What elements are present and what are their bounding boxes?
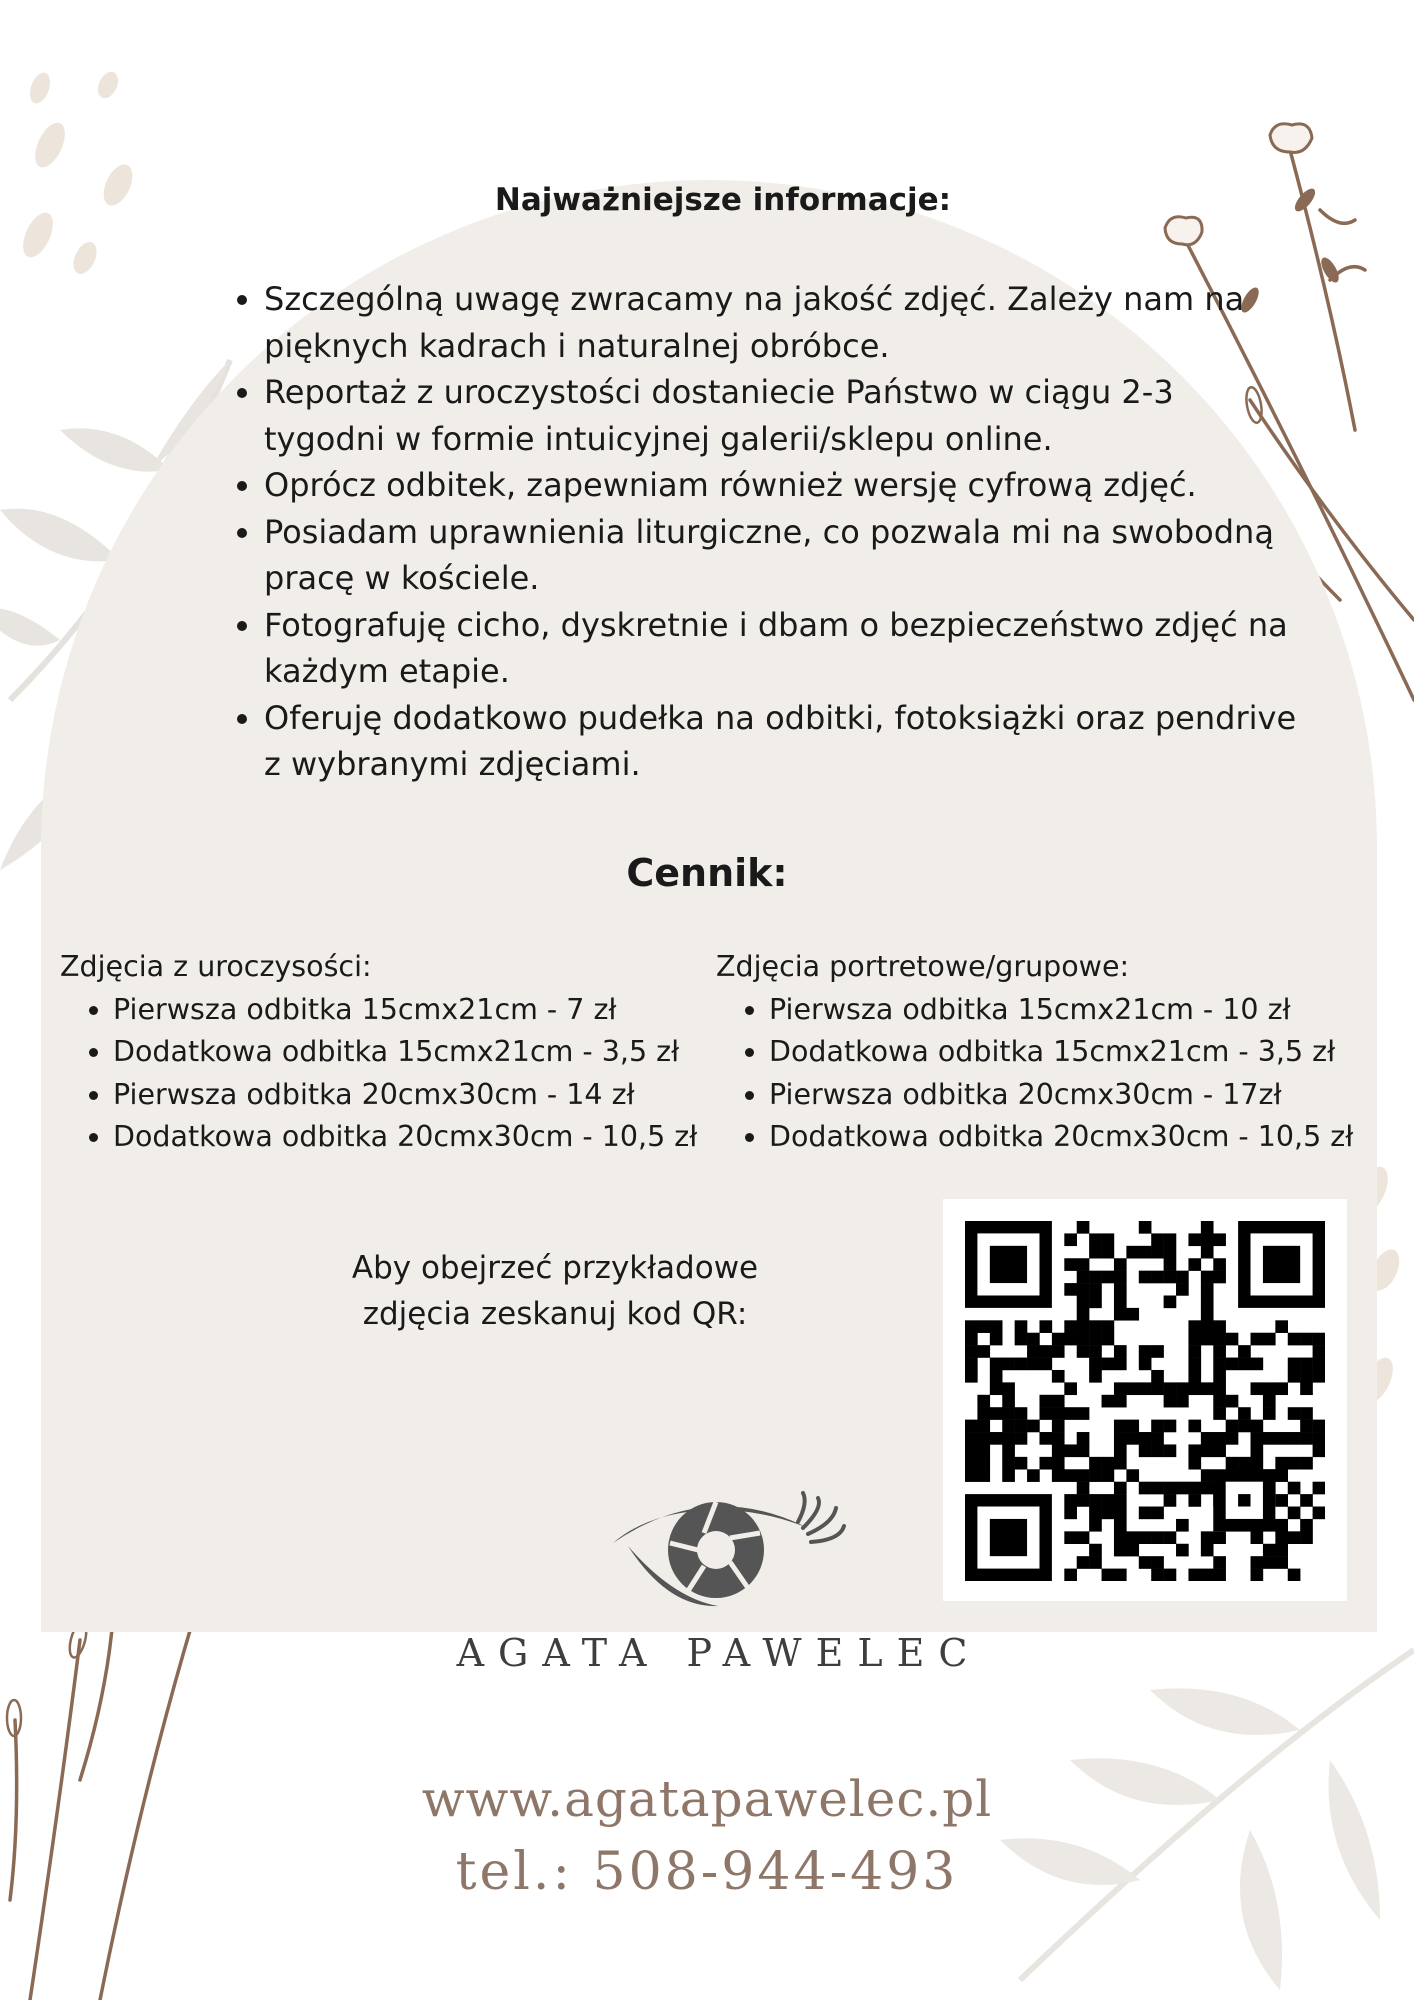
- price-item: • Pierwsza odbitka 20cmx30cm - 14 zł: [113, 1074, 697, 1117]
- portrait-heading: Zdjęcia portretowe/grupowe:: [716, 950, 1130, 983]
- price-item: • Dodatkowa odbitka 20cmx30cm - 10,5 zł: [113, 1116, 697, 1159]
- website-link[interactable]: www.agatapawelec.pl: [421, 1770, 993, 1828]
- info-item: • Szczególną uwagę zwracamy na jakość zdjęć. Zależy nam na pięknych kadrach i naturalnej obróbce.: [264, 276, 1304, 369]
- price-item: • Pierwsza odbitka 20cmx30cm - 17zł: [769, 1074, 1353, 1117]
- portrait-price-list: [716, 989, 1353, 1159]
- info-item: • Reportaż z uroczystości dostaniecie Państwo w ciągu 2-3 tygodni w formie intuicyjnej galerii/sklepu online.: [264, 369, 1304, 462]
- portrait-prices: [716, 946, 1353, 1159]
- info-item: • Oprócz odbitek, zapewniam również wersję cyfrową zdjęć.: [264, 462, 1304, 509]
- brand-name: AGATA PAWELEC: [456, 1631, 982, 1675]
- info-heading: Najważniejsze informacje:: [494, 182, 952, 218]
- price-item: • Pierwsza odbitka 15cmx21cm - 7 zł: [113, 989, 697, 1032]
- qr-code[interactable]: [943, 1199, 1347, 1601]
- qr-instruction: [305, 1245, 805, 1337]
- qr-instruction-line: zdjęcia zeskanuj kod QR:: [362, 1296, 748, 1332]
- info-item: • Oferuję dodatkowo pudełka na odbitki, fotoksiążki oraz pendrive z wybranymi zdjęciami.: [264, 695, 1304, 788]
- price-item: • Dodatkowa odbitka 20cmx30cm - 10,5 zł: [769, 1116, 1353, 1159]
- ceremony-prices: [60, 946, 697, 1159]
- ceremony-heading: Zdjęcia z uroczysości:: [60, 950, 372, 983]
- ceremony-price-list: [60, 989, 697, 1159]
- price-item: • Dodatkowa odbitka 15cmx21cm - 3,5 zł: [769, 1031, 1353, 1074]
- phone-number[interactable]: tel.: 508-944-493: [455, 1842, 959, 1902]
- info-list: [227, 276, 1304, 788]
- price-item: • Pierwsza odbitka 15cmx21cm - 10 zł: [769, 989, 1353, 1032]
- qr-instruction-line: Aby obejrzeć przykładowe: [351, 1250, 759, 1286]
- qr-code-image: [965, 1221, 1325, 1581]
- info-item: • Posiadam uprawnienia liturgiczne, co pozwala mi na swobodną pracę w kościele.: [264, 509, 1304, 602]
- eye-aperture-logo: [608, 1488, 848, 1618]
- info-item: • Fotografuję cicho, dyskretnie i dbam o bezpieczeństwo zdjęć na każdym etapie.: [264, 602, 1304, 695]
- price-item: • Dodatkowa odbitka 15cmx21cm - 3,5 zł: [113, 1031, 697, 1074]
- pricing-heading: Cennik:: [626, 851, 788, 895]
